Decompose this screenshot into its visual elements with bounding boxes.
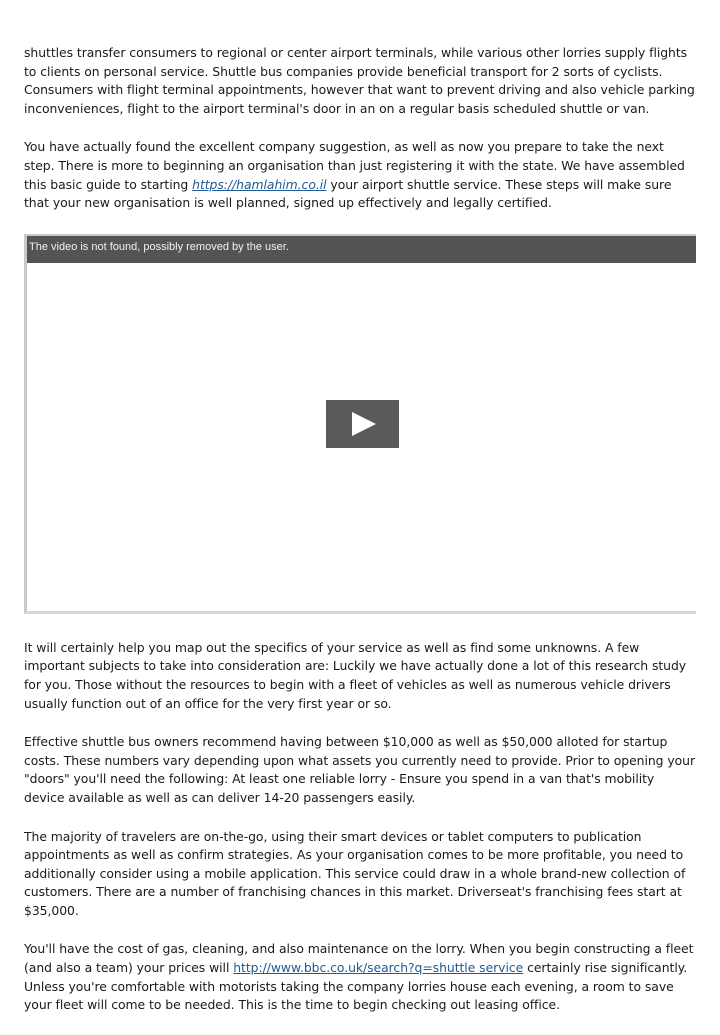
paragraph-mobile-app: The majority of travelers are on-the-go, using their smart devices or tablet computers to publication appointments as well as confirm strategies. As your organisation comes to be more profitable, you need to additionally consider using a mobile application. This service could draw in a whole brand-new collection of customers. There are a number of franchising chances in this market. Driverseat's franchising fees start at $35,000. [24,828,686,918]
paragraph-text: certainly rise significantly. Unless you're comfortable with motorists taking the company lorries house each evening, a room to save your fleet will come to be needed. This is the time to begin checking out leasing office. [24,960,688,1013]
document-body [24,44,696,1035]
paragraph-fleet-costs [24,940,696,1014]
paragraph-specifics: It will certainly help you map out the specifics of your service as well as find some unknowns. A few important subjects to take into consideration are: Luckily we have actually done a lot of this research study for you. Those without the resources to begin with a fleet of vehicles as well as numerous vehicle drivers usually function out of an office for the very first year or so. [24,639,687,711]
paragraph-text: your airport shuttle service. These steps will make sure that your new organisation is well planned, signed up effectively and legally certified. [24,176,672,211]
paragraph-text: You have actually found the excellent company suggestion, as well as now you prepare to take the next step. There is more to beginning an organisation than just registering it with the state. We have assembled this basic guide to starting [24,139,685,192]
play-icon [326,400,399,448]
paragraph-shuttle-intro: shuttles transfer consumers to regional or center airport terminals, while various other lorries supply flights to clients on personal service. Shuttle bus companies provide beneficial transport for 2 sorts of cyclists. Consumers with flight terminal appointments, however that want to prevent driving and also vehicle parking inconveniences, flight to the airport terminal's door in an on a regular basis scheduled shuttle or van. [24,45,695,116]
link-hamlahim[interactable]: https://hamlahim.co.il [192,176,327,192]
play-button[interactable] [326,400,399,448]
video-error-bar [27,236,696,263]
video-embed [24,234,696,614]
paragraph-company-suggestion [24,138,696,212]
paragraph-text: You'll have the cost of gas, cleaning, and also maintenance on the lorry. When you begin constructing a fleet (and also a team) your prices will [24,941,694,976]
paragraph-startup-costs: Effective shuttle bus owners recommend having between $10,000 as well as $50,000 alloted for startup costs. These numbers vary depending upon what assets you currently need to provide. Prior to opening your "doors" you'll need the following: At least one reliable lorry - Ensure you spend in a van that's mobility device available as well as can deliver 14-20 passengers easily. [24,734,696,805]
link-bbc-search[interactable]: http://www.bbc.co.uk/search?q=shuttle service [233,960,524,976]
video-error-message: The video is not found, possibly removed by the user. [29,240,289,253]
